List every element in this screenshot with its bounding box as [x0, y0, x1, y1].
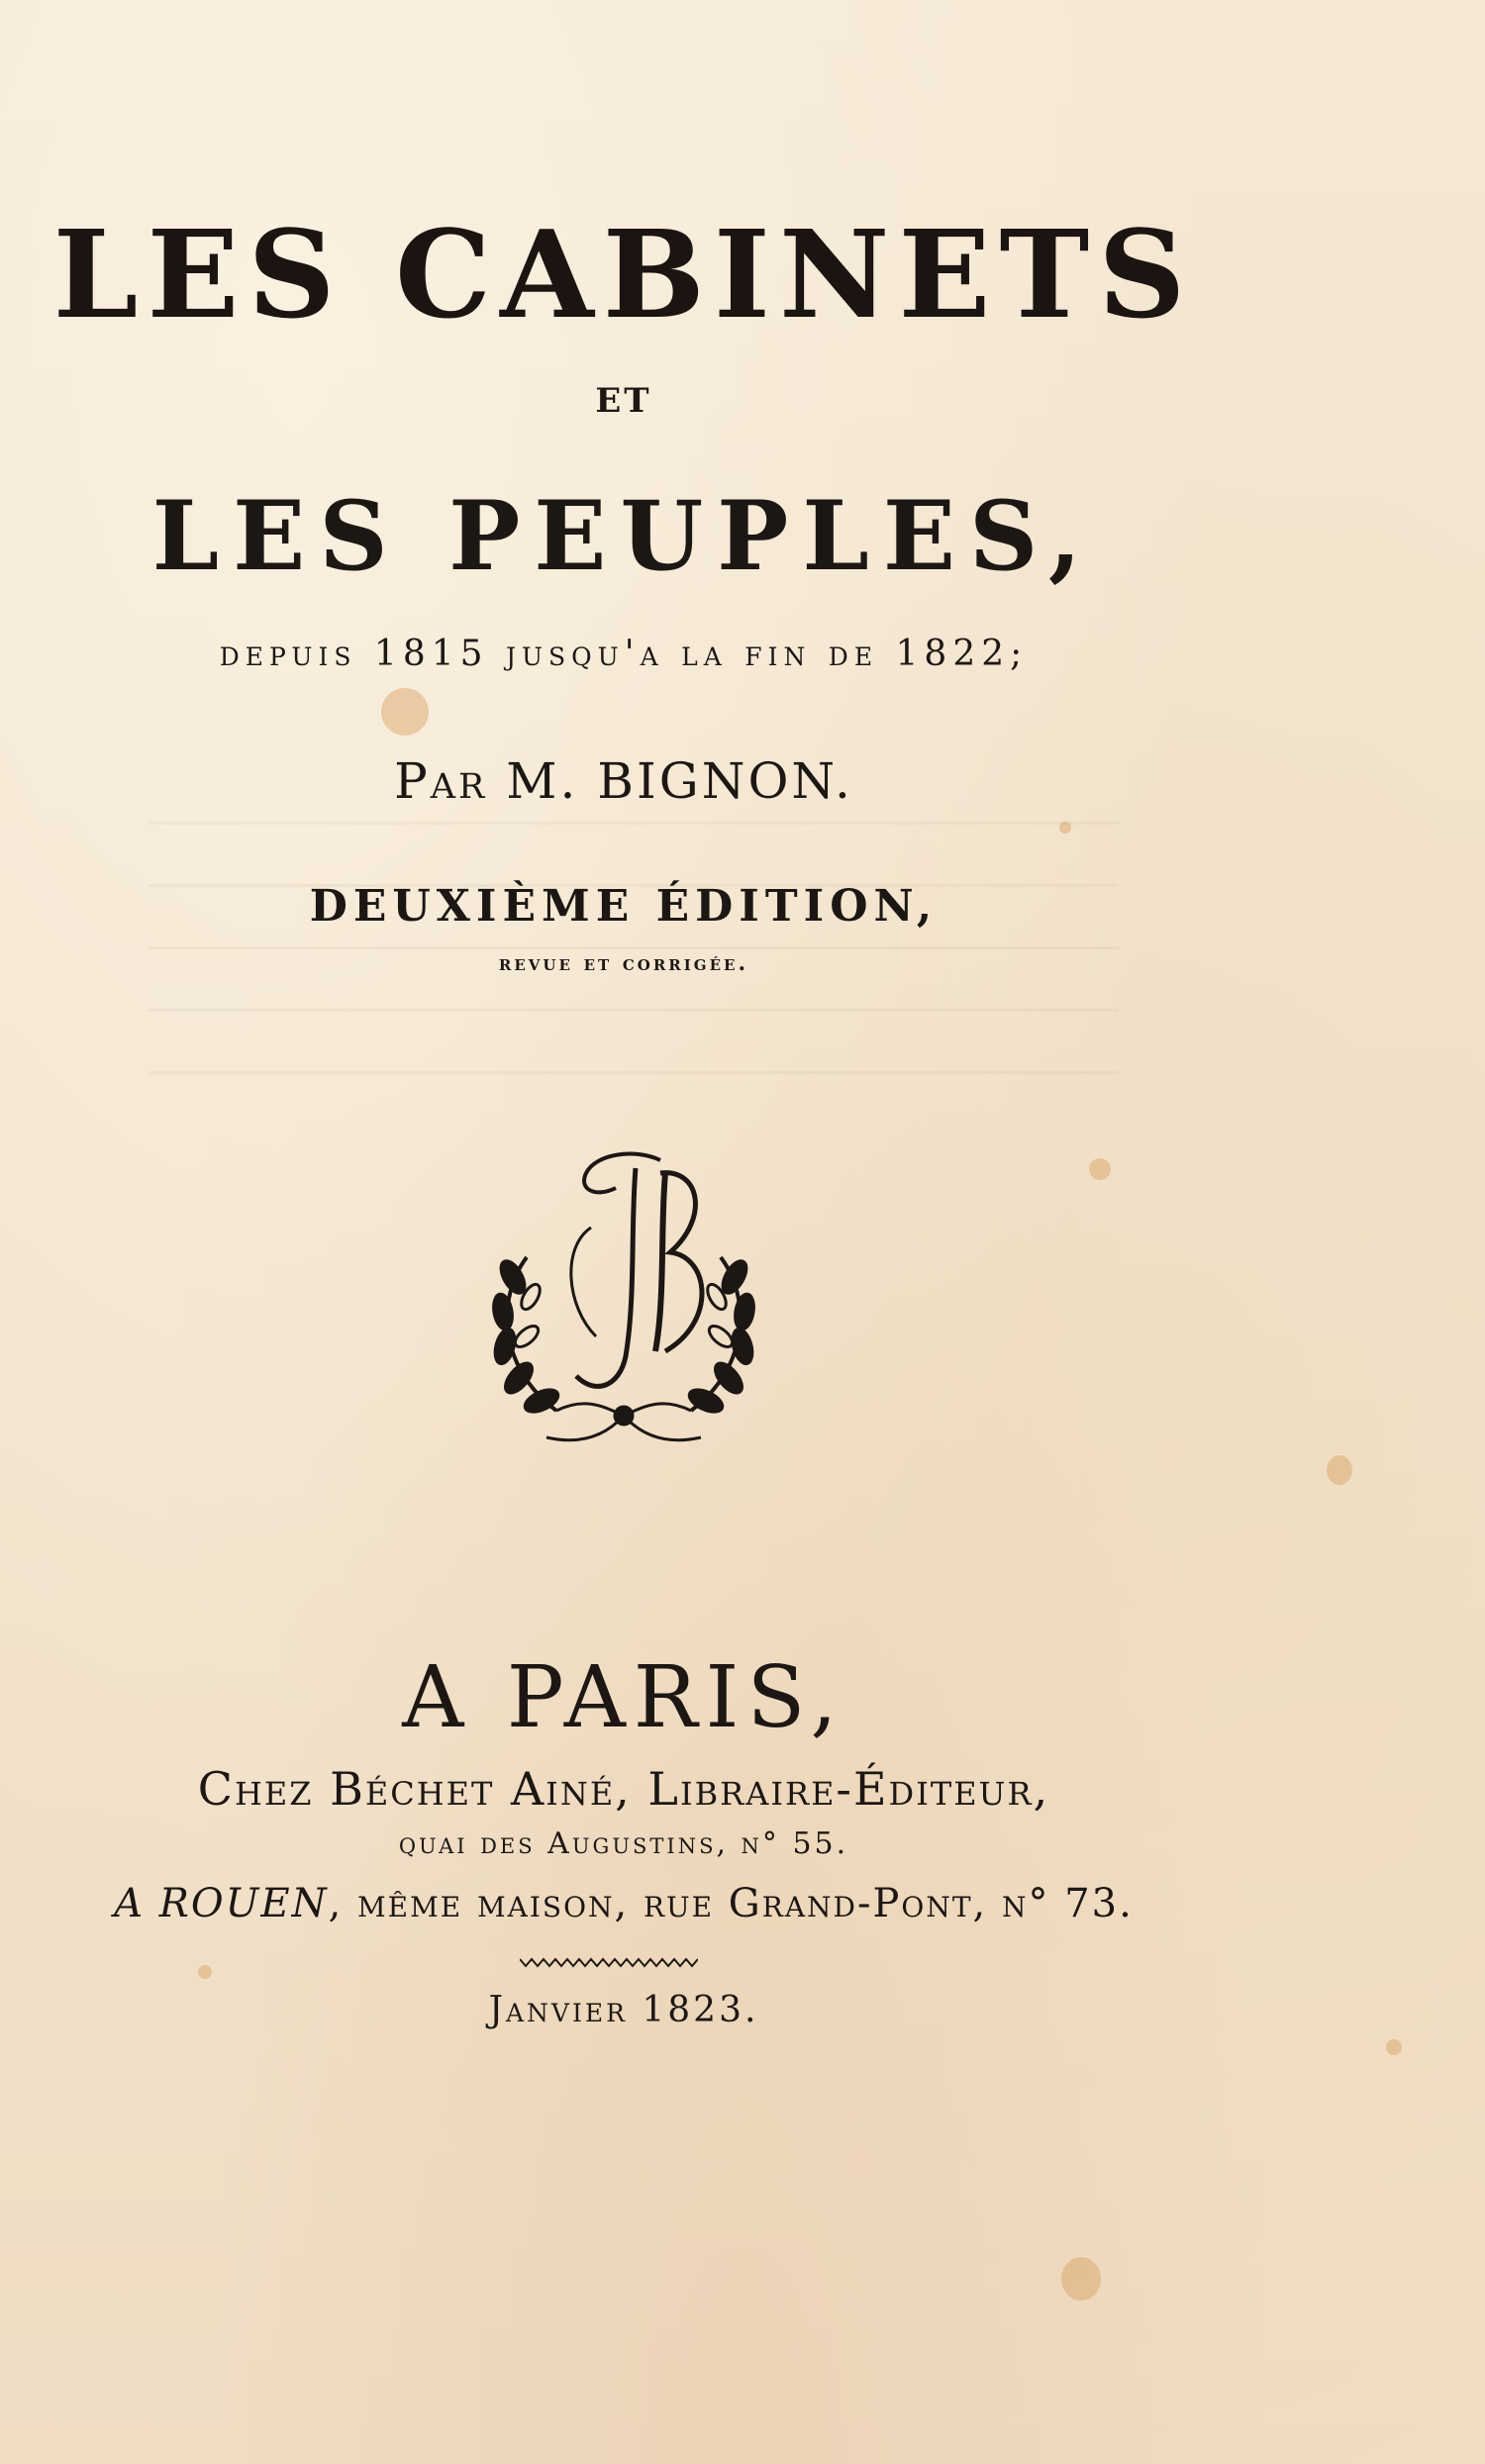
title-conjunction: ET [595, 381, 652, 421]
edition-note: revue et corrigée. [498, 950, 749, 976]
branch-line [0, 1881, 1247, 1926]
title-line-2: LES PEUPLES, [151, 480, 1096, 592]
branch-address: , même maison, rue Grand-Pont, n° 73. [328, 1881, 1134, 1926]
foxing-spot [381, 688, 429, 736]
foxing-spot [1061, 2257, 1101, 2301]
imprint-city: A PARIS, [402, 1648, 845, 1747]
show-through-texture [148, 822, 1119, 1133]
foxing-spot [198, 1965, 212, 1979]
foxing-spot [1089, 1158, 1111, 1180]
edition-line: DEUXIÈME ÉDITION, [309, 881, 939, 932]
monogram-wreath-emblem [487, 1148, 760, 1455]
subtitle: depuis 1815 jusqu'a la fin de 1822; [219, 634, 1029, 674]
publisher-address: quai des Augustins, n° 55. [398, 1826, 849, 1861]
branch-city: A ROUEN [114, 1881, 329, 1926]
title-line-1: LES CABINETS [52, 203, 1195, 345]
publication-date: Janvier 1823. [488, 1990, 759, 2030]
publisher-line: Chez Béchet Ainé, Libraire-Éditeur, [197, 1762, 1050, 1816]
author-line: Par M. BIGNON. [394, 752, 853, 810]
foxing-spot [1327, 1455, 1352, 1485]
foxing-spot [1386, 2039, 1402, 2055]
decorative-rule [520, 1955, 698, 1969]
